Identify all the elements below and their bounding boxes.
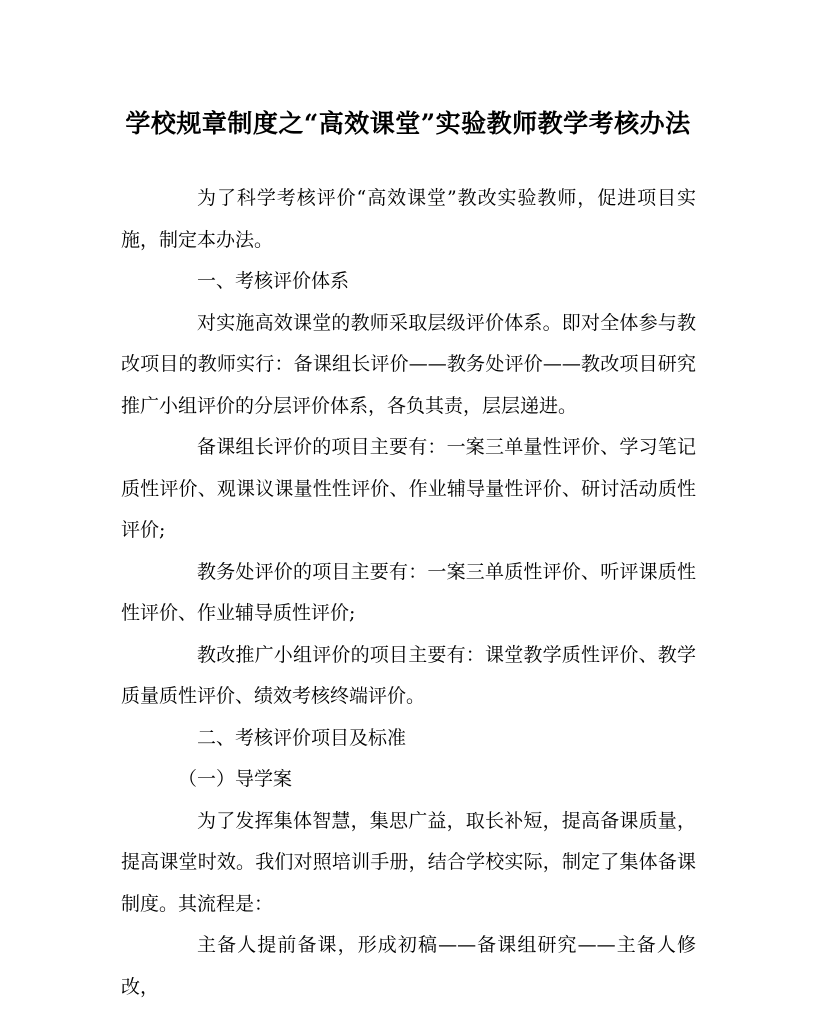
section-heading-1: 一、考核评价体系 (197, 270, 350, 292)
document-title: 学校规章制度之“高效课堂”实验教师教学考核办法 (125, 109, 691, 138)
section-heading-2: 二、考核评价项目及标准 (197, 726, 407, 749)
sub-heading-guide-plan: （一）导学案 (178, 768, 293, 790)
paragraph-promotion-group-items: 教改推广小组评价的项目主要有：课堂教学质性评价、教学质量质性评价、绩效考核终端评价。 (121, 643, 696, 707)
paragraph-academic-office-items: 教务处评价的项目主要有：一案三单质性评价、听评课质性性评价、作业辅导质性评价; (121, 560, 696, 624)
paragraph-process: 主备人提前备课，形成初稿——备课组研究——主备人修改， (121, 934, 696, 998)
paragraph-collective-prep: 为了发挥集体智慧，集思广益，取长补短，提高备课质量，提高课堂时效。我们对照培训手册，结合学校实际，制定了集体备课制度。其流程是： (121, 809, 696, 915)
document-body (121, 178, 696, 1008)
paragraph-evaluation-system: 对实施高效课堂的教师采取层级评价体系。即对全体参与教改项目的教师实行：备课组长评价——教务处评价——教改项目研究推广小组评价的分层评价体系，各负其责，层层递进。 (121, 311, 696, 417)
paragraph-intro: 为了科学考核评价“高效课堂”教改实验教师，促进项目实施，制定本办法。 (121, 187, 696, 251)
paragraph-group-leader-items: 备课组长评价的项目主要有：一案三单量性评价、学习笔记质性评价、观课议课量性性评价、作业辅导量性评价、研讨活动质性评价; (121, 436, 696, 541)
